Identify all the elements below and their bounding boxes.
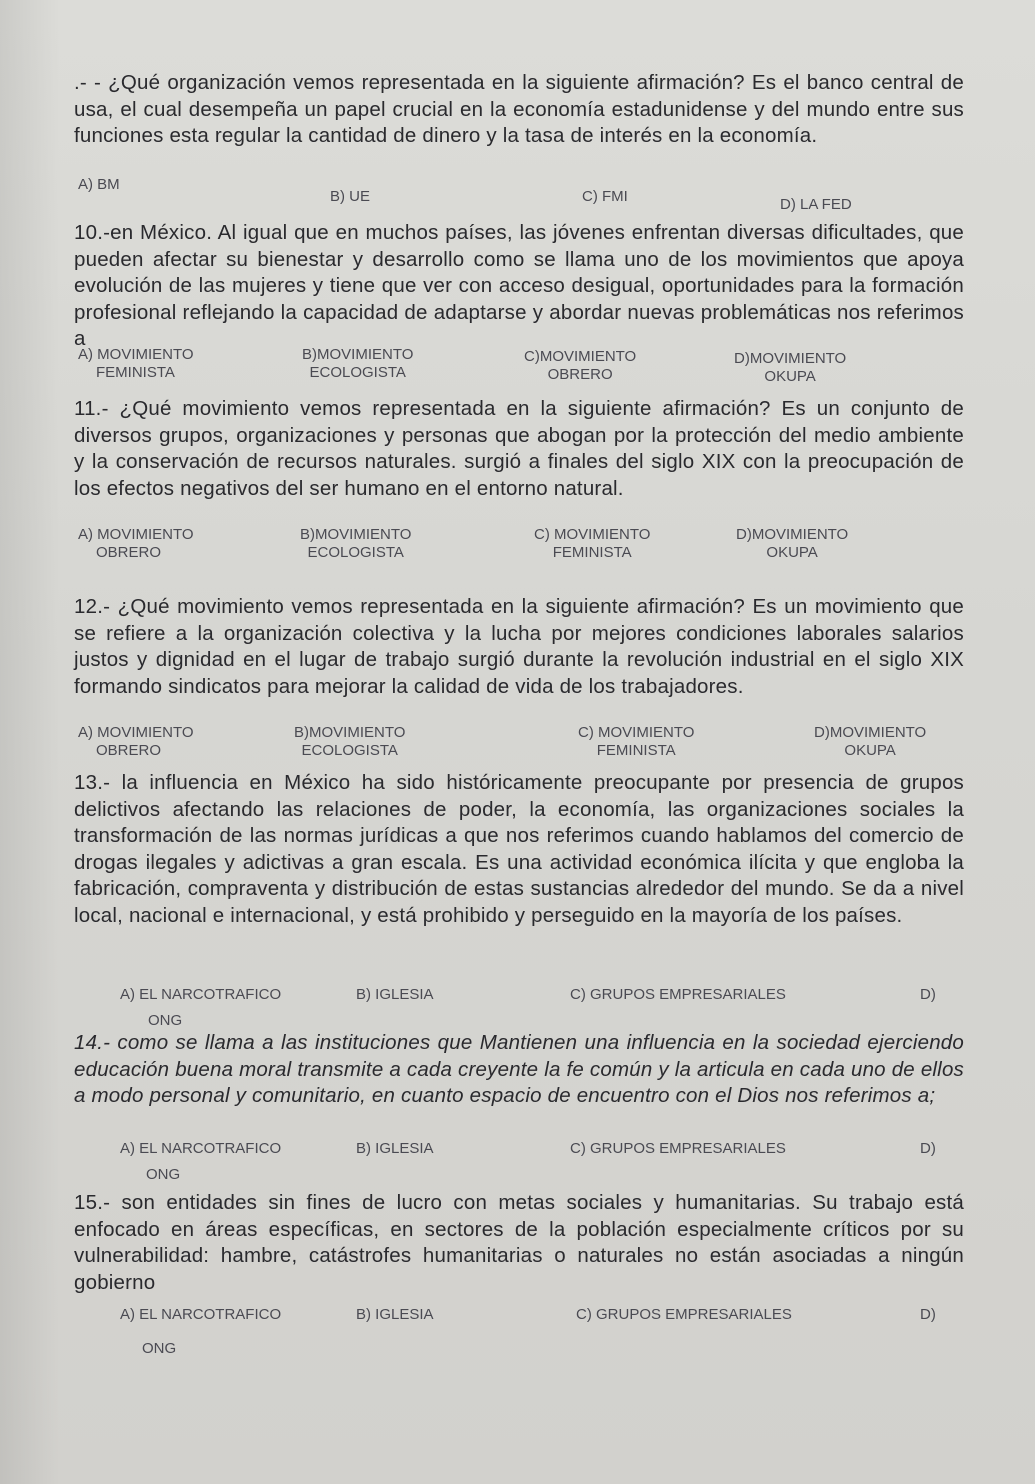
q11-option-c: C) MOVIMIENTO FEMINISTA — [534, 526, 651, 561]
q14-option-d-ong: ONG — [146, 1166, 181, 1183]
question-9-text: .- - ¿Qué organización vemos representada en la siguiente afirmación? Es el banco central de usa, el cual desempeña un papel crucial en la economía estadunidense y del mundo entre sus funciones esta regular la cantidad de dinero y la tasa de interés en la economía. — [74, 71, 964, 148]
q10-option-a: A) MOVIMIENTO FEMINISTA — [78, 346, 194, 381]
q12-option-a: A) MOVIMIENTO OBRERO — [78, 724, 194, 759]
page-edge-shadow — [0, 0, 60, 1484]
q13-option-d-ong: ONG — [148, 1012, 183, 1029]
q15-option-b: B) IGLESIA — [356, 1306, 434, 1323]
q15-option-d: D) — [920, 1306, 936, 1323]
q12-option-b: B)MOVIMIENTO ECOLOGISTA — [294, 724, 406, 759]
q11-option-b: B)MOVIMIENTO ECOLOGISTA — [300, 526, 412, 561]
question-15-text: 15.- son entidades sin fines de lucro con metas sociales y humanitarias. Su trabajo está enfocado en áreas específicas, en sectores de la población especialmente críticos por su vulnerabilidad: hambre, catástrofes humanitarias o naturales no están asociadas a ningún gobierno — [74, 1191, 964, 1294]
q11-option-a: A) MOVIMIENTO OBRERO — [78, 526, 194, 561]
q14-option-a: A) EL NARCOTRAFICO — [120, 1140, 282, 1157]
question-10-text: 10.-en México. Al igual que en muchos países, las jóvenes enfrentan diversas dificultades, que pueden afectar su bienestar y desarrollo como se llama uno de los movimientos que apoya evolución de las mujeres y tiene que ver con acceso desigual, oportunidades para la formación profesional reflejando la capacidad de adaptarse y abordar nuevas problemáticas nos referimos a — [74, 221, 964, 351]
q10-option-c: C)MOVIMIENTO OBRERO — [524, 348, 637, 383]
question-12-text: 12.- ¿Qué movimiento vemos representada en la siguiente afirmación? Es un movimiento que se refiere a la organización colectiva y la lucha por mejores condiciones laborales salarios justos y dignidad en el lugar de trabajo surgió durante la revolución industrial en el siglo XIX formando sindicatos para mejorar la calidad de vida de los trabajadores. — [74, 595, 964, 698]
q9-option-b: B) UE — [330, 188, 371, 205]
q9-option-c: C) FMI — [582, 188, 628, 205]
q13-option-c: C) GRUPOS EMPRESARIALES — [570, 986, 786, 1003]
q13-option-a: A) EL NARCOTRAFICO — [120, 986, 282, 1003]
q14-option-d: D) — [920, 1140, 936, 1157]
q13-option-d: D) — [920, 986, 936, 1003]
question-11-text: 11.- ¿Qué movimiento vemos representada en la siguiente afirmación? Es un conjunto de diversos grupos, organizaciones y personas que abogan por la protección del medio ambiente y la conservación de recursos naturales. surgió a finales del siglo XIX con la preocupación de los efectos negativos del ser humano en el entorno natural. — [74, 397, 964, 500]
q10-option-b: B)MOVIMIENTO ECOLOGISTA — [302, 346, 414, 381]
q9-option-d: D) LA FED — [780, 196, 852, 213]
q12-option-c: C) MOVIMIENTO FEMINISTA — [578, 724, 695, 759]
q12-option-d: D)MOVIMIENTO OKUPA — [814, 724, 927, 759]
q13-option-b: B) IGLESIA — [356, 986, 434, 1003]
q15-option-c: C) GRUPOS EMPRESARIALES — [576, 1306, 792, 1323]
question-14-text: 14.- como se llama a las instituciones que Mantienen una influencia en la sociedad ejerciendo educación buena moral transmite a cada creyente la fe común y la articula en cada uno de ellos a modo personal y comunitario, en cuanto espacio de encuentro con el Dios nos referimos a; — [74, 1031, 964, 1108]
q10-option-d: D)MOVIMIENTO OKUPA — [734, 350, 847, 385]
q11-option-d: D)MOVIMIENTO OKUPA — [736, 526, 849, 561]
q14-option-c: C) GRUPOS EMPRESARIALES — [570, 1140, 786, 1157]
q14-option-b: B) IGLESIA — [356, 1140, 434, 1157]
q15-option-d-ong: ONG — [142, 1340, 177, 1357]
q15-option-a: A) EL NARCOTRAFICO — [120, 1306, 282, 1323]
question-13-text: 13.- la influencia en México ha sido históricamente preocupante por presencia de grupos delictivos afectando las relaciones de poder, la economía, las organizaciones sociales la transformación de las normas jurídicas a que nos referimos cuando hablamos del comercio de drogas ilegales y adictivas a gran escala. Es una actividad económica ilícita y que engloba la fabricación, compraventa y distribución de estas sustancias alrededor del mundo. Se da a nivel local, nacional e internacional, y está prohibido y perseguido en la mayoría de los países. — [74, 771, 964, 927]
q9-option-a: A) BM — [78, 176, 120, 193]
